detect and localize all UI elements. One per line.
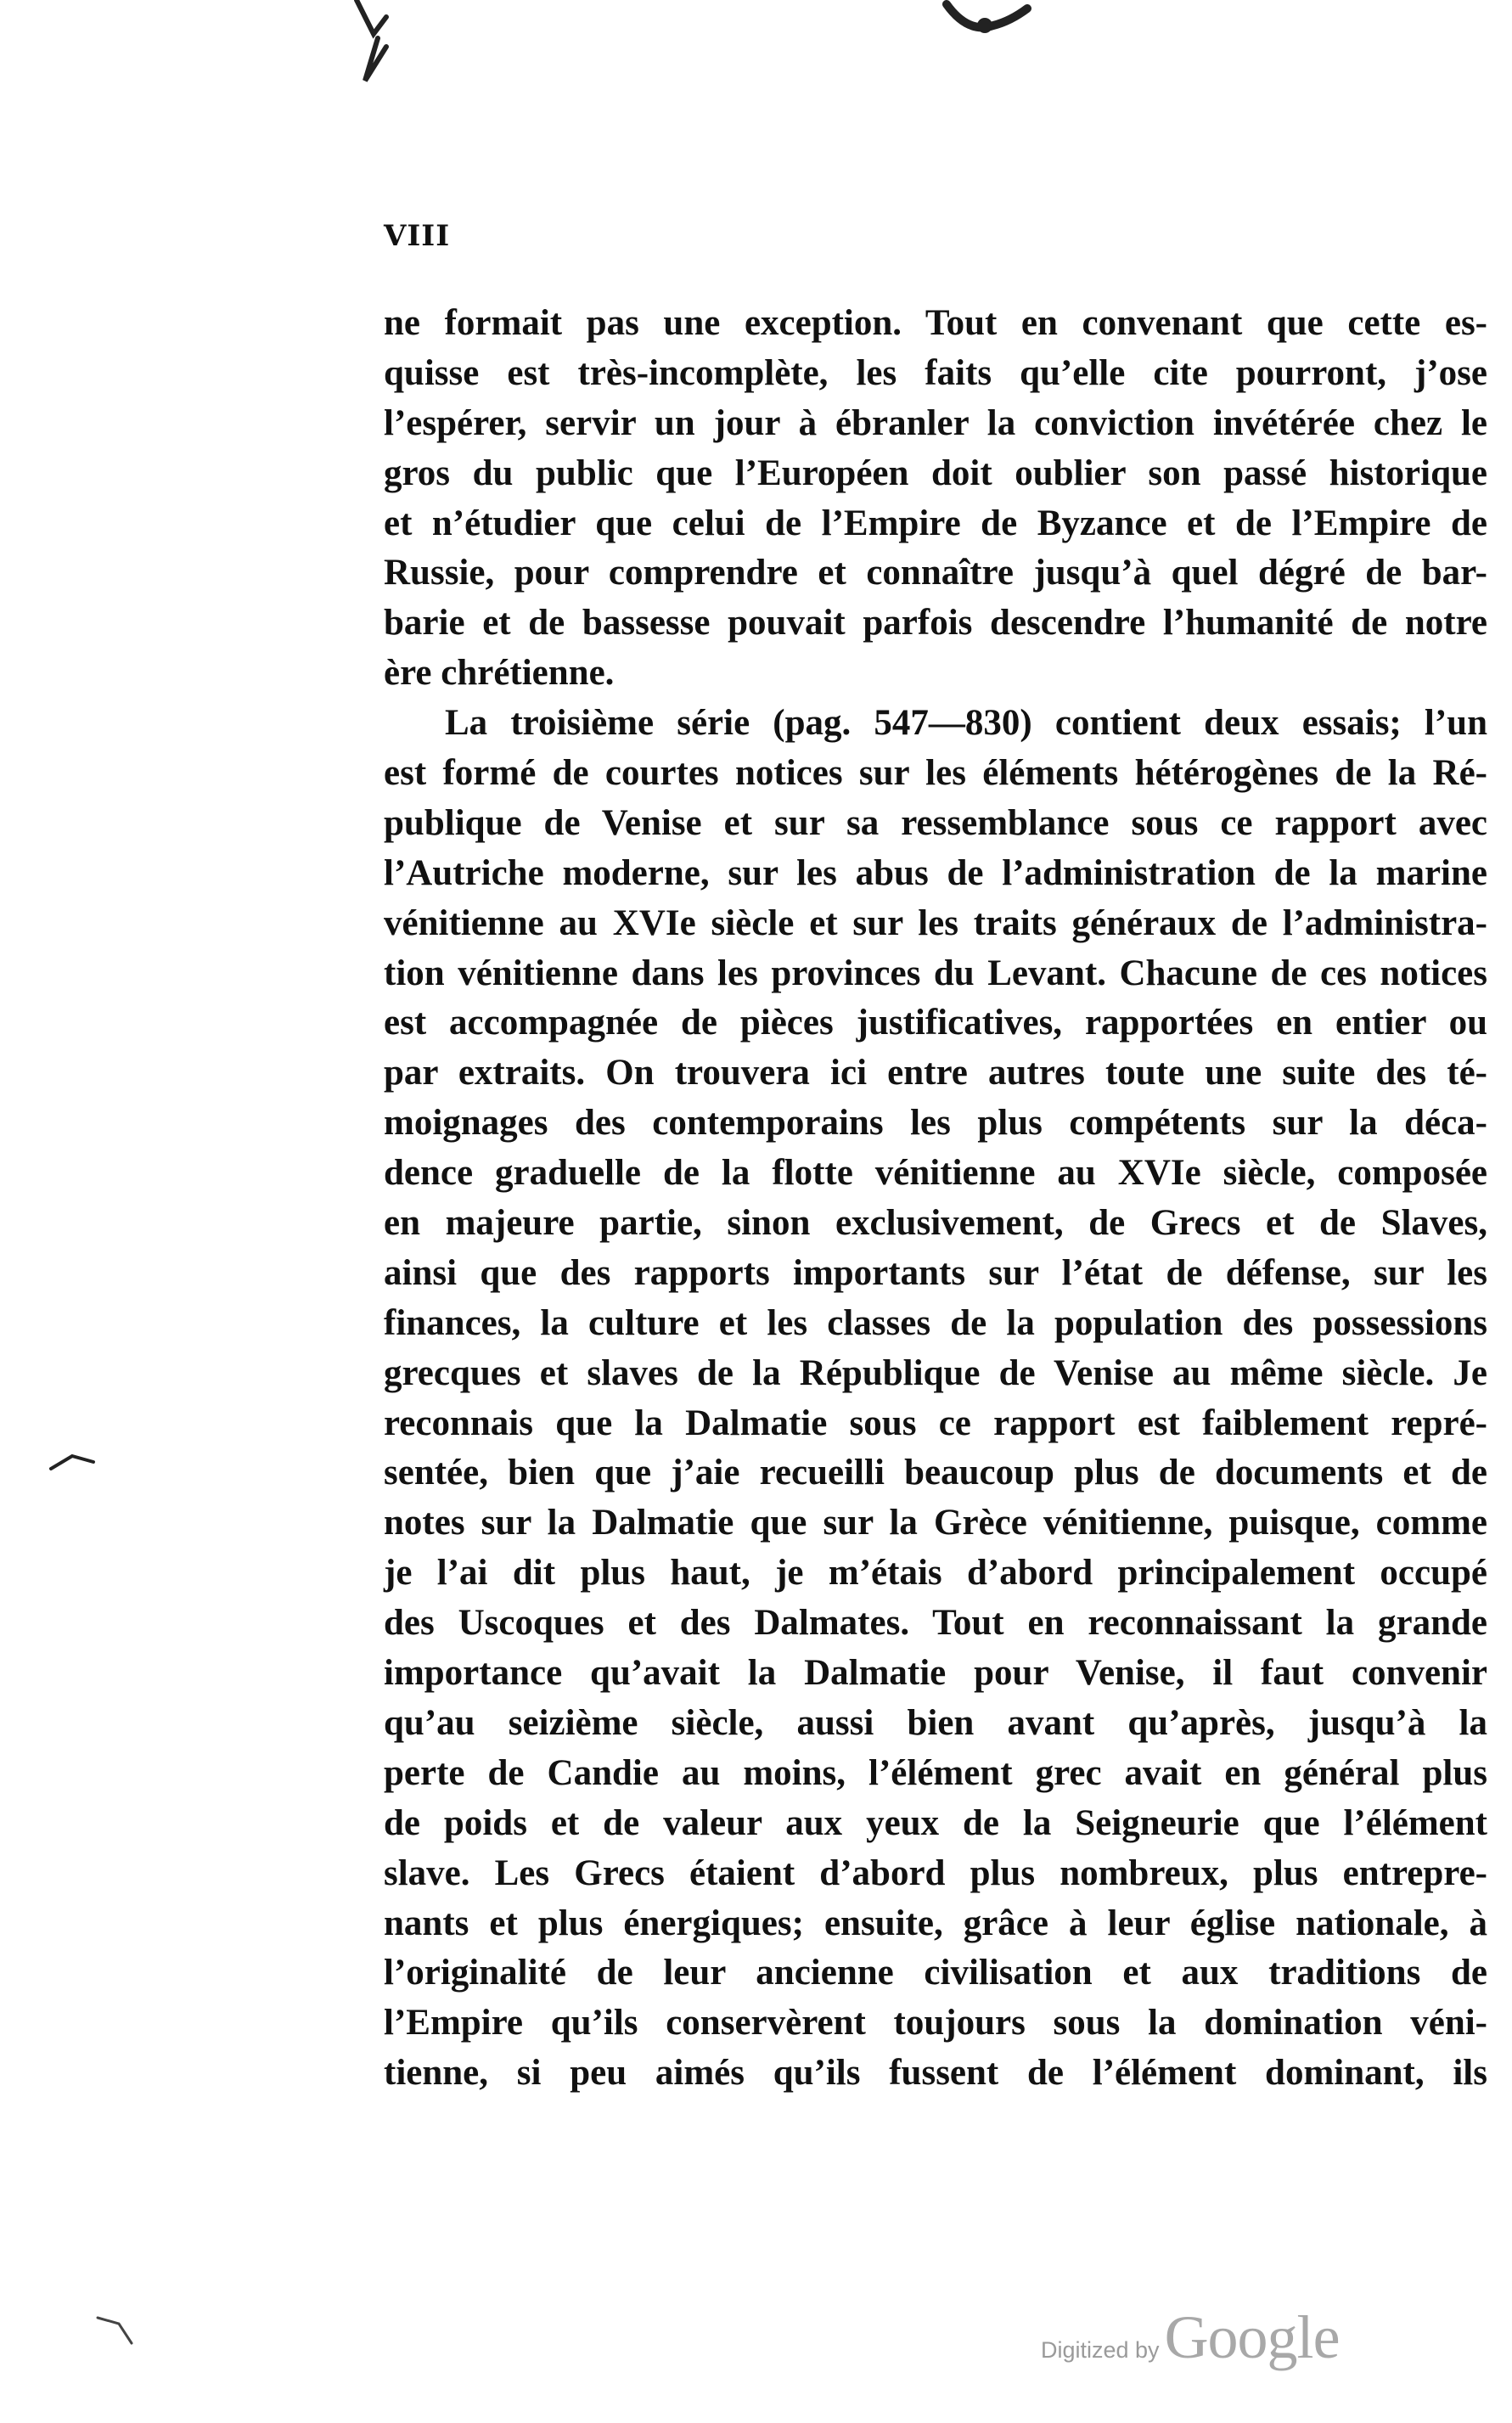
text-line: finances, la culture et les classes de la population des possessions: [384, 1302, 1487, 1343]
body-text: [384, 299, 1487, 2099]
scan-artifact-left-margin: [47, 1443, 98, 1477]
text-line: est accompagnée de pièces justificatives, rapportées en entier ou: [384, 1003, 1487, 1043]
watermark-prefix: Digitized by: [1041, 2337, 1160, 2363]
text-line: importance qu’avait la Dalmatie pour Venise, il faut convenir: [384, 1653, 1487, 1694]
text-line: par extraits. On trouvera ici entre autres toute une suite des té-: [384, 1053, 1487, 1093]
page-number: VIII: [384, 219, 451, 253]
text-line: Russie, pour comprendre et connaître jusqu’à quel dégré de bar-: [384, 553, 1487, 593]
text-line: ère chrétienne.: [384, 653, 615, 694]
text-line: est formé de courtes notices sur les éléments hétérogènes de la Ré-: [384, 753, 1487, 794]
text-line: ne formait pas une exception. Tout en convenant que cette es-: [384, 303, 1487, 343]
text-line: publique de Venise et sur sa ressemblance sous ce rapport avec: [384, 802, 1487, 843]
text-line: l’originalité de leur ancienne civilisation et aux traditions de: [384, 1953, 1487, 1993]
text-line: quisse est très-incomplète, les faits qu’elle cite pourront, j’ose: [384, 352, 1487, 393]
watermark-brand: Google: [1164, 2303, 1340, 2371]
text-line: je l’ai dit plus haut, je m’étais d’abord principalement occupé: [384, 1553, 1487, 1594]
text-line: des Uscoques et des Dalmates. Tout en reconnaissant la grande: [384, 1603, 1487, 1644]
text-line: ainsi que des rapports importants sur l’état de défense, sur les: [384, 1252, 1487, 1293]
text-line: en majeure partie, sinon exclusivement, de Grecs et de Slaves,: [384, 1203, 1487, 1244]
text-line: qu’au seizième siècle, aussi bien avant qu’après, jusqu’à la: [384, 1702, 1487, 1743]
text-line: slave. Les Grecs étaient d’abord plus nombreux, plus entrepre-: [384, 1852, 1487, 1893]
text-line: dence graduelle de la flotte vénitienne au XVIe siècle, composée: [384, 1153, 1487, 1194]
text-line: nants et plus énergiques; ensuite, grâce à leur église nationale, à: [384, 1903, 1487, 1943]
text-line: sentée, bien que j’aie recueilli beaucoup plus de documents et de: [384, 1453, 1487, 1493]
text-line: l’espérer, servir un jour à ébranler la conviction invétérée chez le: [384, 402, 1487, 443]
text-line: moignages des contemporains les plus compétents sur la déca-: [384, 1103, 1487, 1144]
text-line: barie et de bassesse pouvait parfois descendre l’humanité de notre: [384, 603, 1487, 644]
text-line: notes sur la Dalmatie que sur la Grèce vénitienne, puisque, comme: [384, 1503, 1487, 1543]
text-line: reconnais que la Dalmatie sous ce rapport est faiblement repré-: [384, 1403, 1487, 1443]
text-line: perte de Candie au moins, l’élément grec avait en général plus: [384, 1752, 1487, 1793]
scan-artifact-top-center: [942, 0, 1036, 51]
text-line: La troisième série (pag. 547—830) contient deux essais; l’un: [445, 703, 1487, 744]
digitized-watermark: [1041, 2302, 1340, 2373]
text-line: de poids et de valeur aux yeux de la Seigneurie que l’élément: [384, 1802, 1487, 1843]
text-line: tion vénitienne dans les provinces du Levant. Chacune de ces notices: [384, 953, 1487, 993]
text-line: tienne, si peu aimés qu’ils fussent de l’élément dominant, ils: [384, 2053, 1487, 2094]
text-line: l’Empire qu’ils conservèrent toujours sous la domination véni-: [384, 2003, 1487, 2044]
text-line: grecques et slaves de la République de Venise au même siècle. Je: [384, 1352, 1487, 1393]
scan-artifact-top-left: [340, 0, 441, 93]
text-line: l’Autriche moderne, sur les abus de l’administration de la marine: [384, 852, 1487, 893]
text-line: gros du public que l’Européen doit oublier son passé historique: [384, 453, 1487, 493]
text-line: et n’étudier que celui de l’Empire de Byzance et de l’Empire de: [384, 503, 1487, 543]
text-line: vénitienne au XVIe siècle et sur les traits généraux de l’administra-: [384, 902, 1487, 943]
scan-artifact-bottom-left: [93, 2313, 144, 2356]
